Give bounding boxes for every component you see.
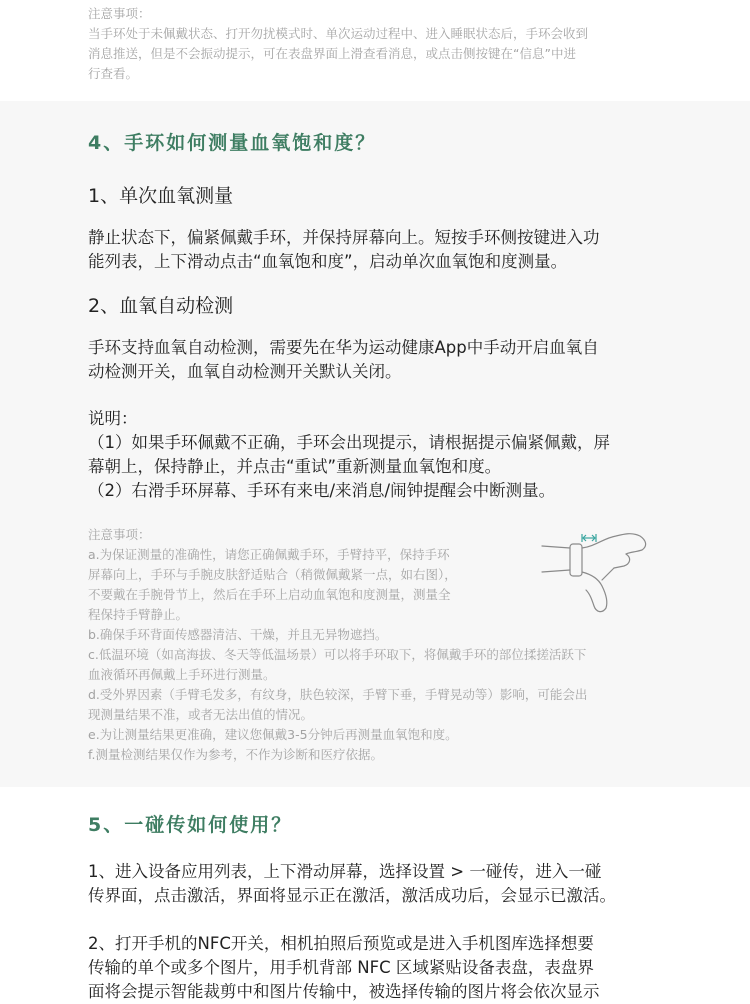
top-note-line: 消息推送，但是不会振动提示，可在表盘界面上滑查看消息，或点击侧按键在“信息”中进 [88, 46, 576, 61]
precautions-title: 注意事项： [88, 527, 151, 542]
precaution-line: a.为保证测量的准确性，请您正确佩戴手环，手臂持平，保持手环 [88, 547, 450, 562]
section-4-heading: 4、手环如何测量血氧饱和度？ [88, 132, 377, 154]
paragraph-line: 幕朝上，保持静止，并点击“重试”重新测量血氧饱和度。 [88, 457, 502, 476]
nfc-step-2 [88, 932, 668, 1004]
precaution-line: d.受外界因素（手臂毛发多，有纹身，肤色较深，手臂下垂，手臂晃动等）影响，可能会出 [88, 687, 588, 702]
precaution-line: 现测量结果不准，或者无法出值的情况。 [88, 707, 314, 722]
top-note-title: 注意事项： [88, 6, 151, 21]
single-spo2-text [88, 226, 668, 274]
precaution-line: 程保持手臂静止。 [88, 607, 189, 622]
paragraph-line: 1、进入设备应用列表，上下滑动屏幕，选择设置 > 一碰传，进入一碰 [88, 862, 602, 881]
precaution-line: 血液循环再佩戴上手环进行测量。 [88, 667, 276, 682]
auto-spo2-title: 2、血氧自动检测 [88, 295, 234, 317]
paragraph-line: 手环支持血氧自动检测，需要先在华为运动健康App中手动开启血氧自 [88, 338, 599, 357]
precaution-line: f.测量检测结果仅作为参考，不作为诊断和医疗依据。 [88, 747, 383, 762]
explanation [88, 407, 668, 503]
precaution-line: c.低温环境（如高海拔、冬天等低温场景）可以将手环取下，将佩戴手环的部位揉搓活跃下 [88, 647, 587, 662]
top-note-line: 当手环处于未佩戴状态、打开勿扰模式时、单次运动过程中、进入睡眠状态后，手环会收到 [88, 26, 589, 41]
precaution-line: e.为让测量结果更准确，建议您佩戴3-5分钟后再测量血氧饱和度。 [88, 727, 458, 742]
top-note [88, 4, 660, 84]
paragraph-line: 面将会提示智能裁剪中和图片传输中，被选择传输的图片将会依次显示 [88, 982, 600, 1001]
single-spo2-title: 1、单次血氧测量 [88, 185, 234, 207]
precaution-line: 屏幕向上，手环与手腕皮肤舒适贴合（稍微佩戴紧一点，如右图）， [88, 567, 457, 582]
paragraph-line: 动检测开关，血氧自动检测开关默认关闭。 [88, 362, 402, 381]
precaution-line: 不要戴在手腕骨节上，然后在手环上启动血氧饱和度测量，测量全 [88, 587, 451, 602]
wrist-band-illustration [540, 528, 652, 616]
explanation-title: 说明： [88, 409, 138, 428]
section-5-heading: 5、一碰传如何使用？ [88, 814, 293, 836]
top-note-line: 行查看。 [88, 66, 139, 81]
paragraph-line: 传输的单个或多个图片，用手机背部 NFC 区域紧贴设备表盘，表盘界 [88, 958, 594, 977]
paragraph-line: （2）右滑手环屏幕、手环有来电/来消息/闹钟提醒会中断测量。 [88, 481, 556, 500]
paragraph-line: 静止状态下，偏紧佩戴手环，并保持屏幕向上。短按手环侧按键进入功 [88, 228, 600, 247]
paragraph-line: 能列表，上下滑动点击“血氧饱和度”，启动单次血氧饱和度测量。 [88, 252, 568, 271]
paragraph-line: 2、打开手机的NFC开关，相机拍照后预览或是进入手机图库选择想要 [88, 934, 594, 953]
paragraph-line: （1）如果手环佩戴不正确，手环会出现提示，请根据提示偏紧佩戴，屏 [88, 433, 610, 452]
nfc-step-1 [88, 860, 668, 908]
precaution-line: b.确保手环背面传感器清洁、干燥，并且无异物遮挡。 [88, 627, 388, 642]
paragraph-line: 传界面，点击激活，界面将显示正在激活，激活成功后，会显示已激活。 [88, 886, 616, 905]
auto-spo2-text [88, 336, 668, 384]
